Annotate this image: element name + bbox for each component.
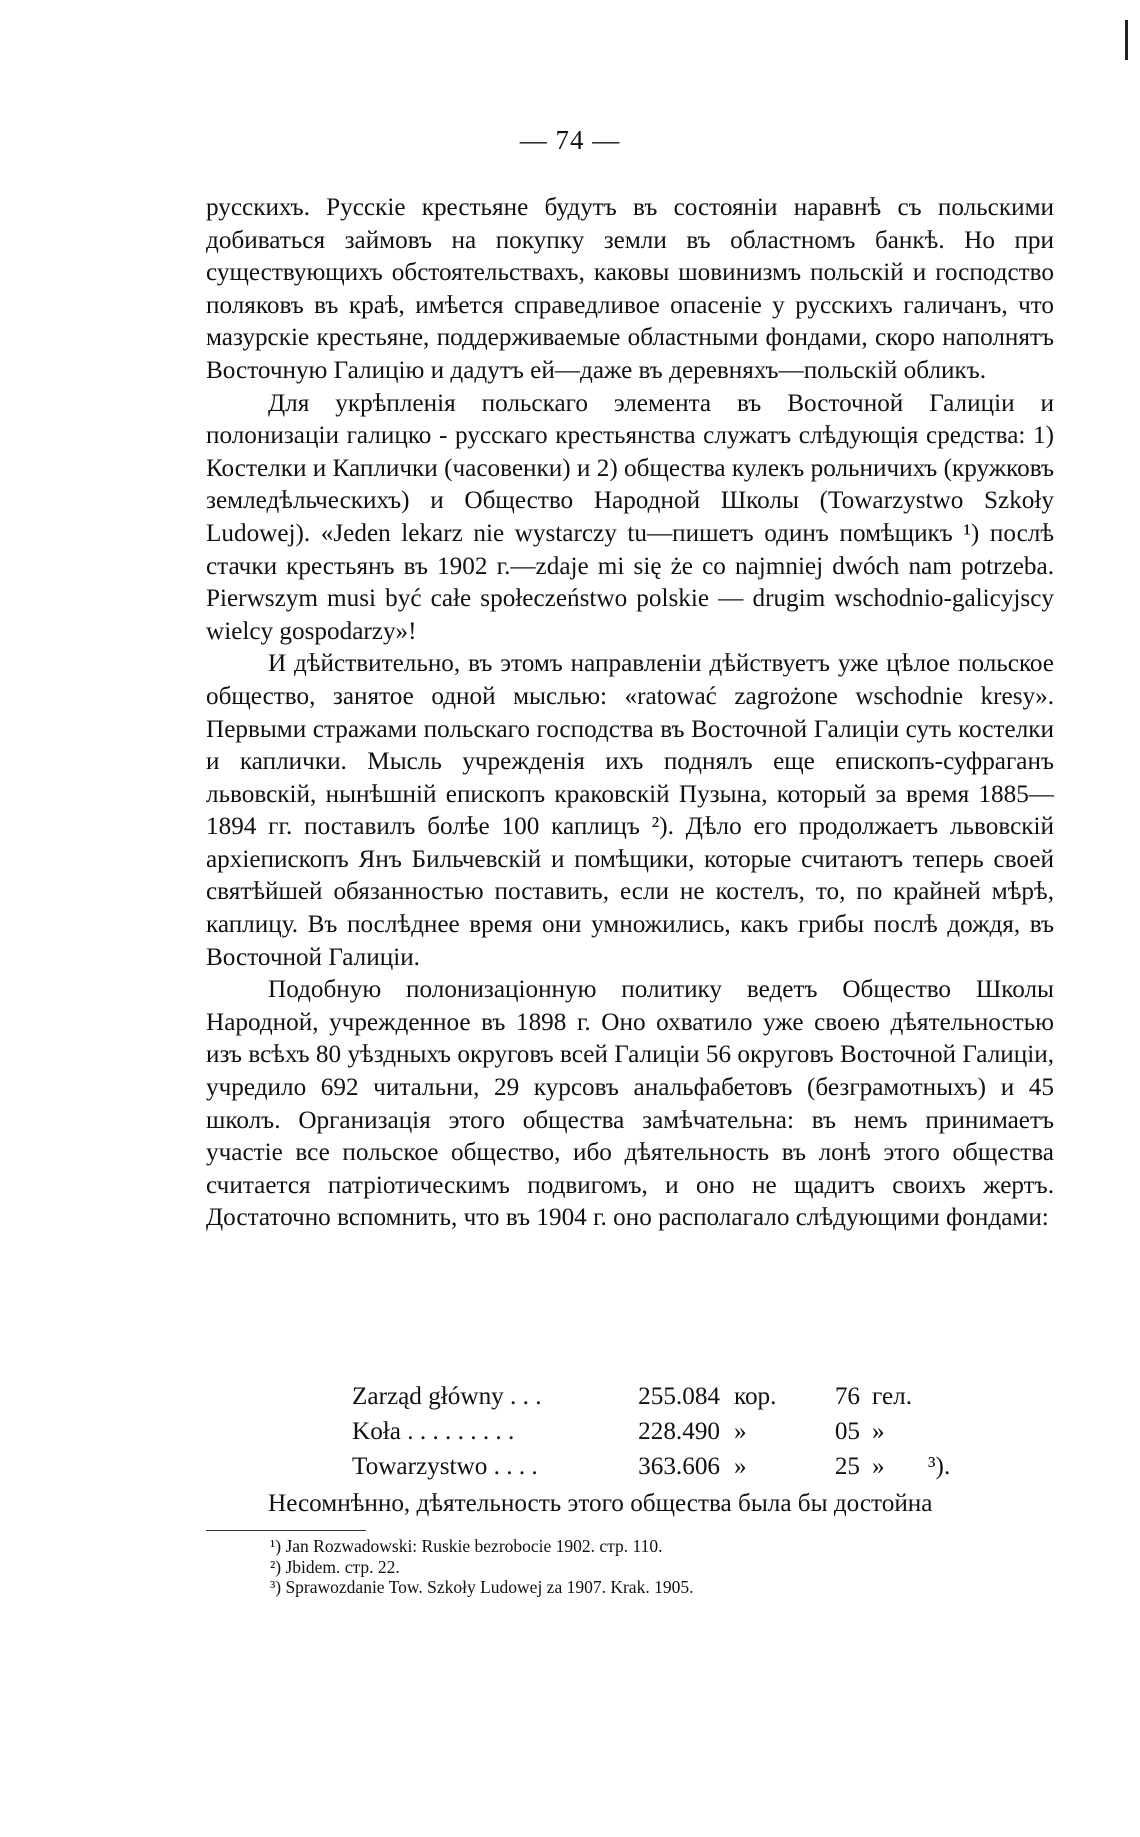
paragraph-4: Подобную полонизаціонную политику ведетъ Общество Школы Народной, учрежденное въ 1898 г. Оно охватило уже своею дѣятельностью изъ всѣхъ 80 уѣздныхъ округовъ всей Галиціи 56 округовъ Восточной Галиціи, учредило 692 читальни, 29 курсовъ анальфабетовъ (безграмотныхъ) и 45 школъ. Организація этого общества замѣчательна: въ немъ принимаетъ участіе все польское общество, ибо дѣятельность въ лонѣ этого общества считается патріотическимъ подвигомъ, и оно не щадитъ своихъ жертъ. Достаточно вспомнить, что въ 1904 г. оно располагало слѣдующими фондами: xyxy=(206,976,1054,1232)
paragraph-2: Для укрѣпленія польскаго элемента въ Восточной Галиціи и полонизаціи галицко - русскаго крестьянства служатъ слѣдующія средства: 1) Костелки и Каплички (часовенки) и 2) общества кулекъ рольничихъ (кружковъ земледѣльческихъ) и Общество Народной Школы (Towarzystwo Szkoły Ludowej). «Jeden lekarz nie wystarczy tu—пишетъ одинъ помѣщикъ ¹) послѣ стачки крестьянъ въ 1902 г.—zdaje mi się że co najmniej dwóch nam potrzeba. Pierwszym musi być całe społeczeństwo polskie — drugim wschodnio-galicyjscy wielcy gospodarzy»! xyxy=(206,389,1054,645)
fund-heller: 76 xyxy=(834,1383,860,1410)
closing-text xyxy=(206,1488,1054,1521)
footnotes xyxy=(270,1536,970,1598)
footnote-1: ¹) Jan Rozwadowski: Ruskie bezrobocie 1902. стр. 110. xyxy=(270,1536,663,1556)
fund-note: ³). xyxy=(928,1453,951,1480)
fund-heller: 05 xyxy=(834,1418,860,1445)
fund-row xyxy=(352,1383,950,1418)
fund-heller-unit: » xyxy=(872,1418,885,1445)
closing-line: Несомнѣнно, дѣятельность этого общества была бы достойна xyxy=(268,1490,933,1517)
fund-unit: » xyxy=(734,1453,747,1480)
fund-unit: кор. xyxy=(734,1383,777,1410)
fund-name: Towarzystwo . . . . xyxy=(352,1453,538,1480)
fund-heller-unit: гел. xyxy=(872,1383,913,1410)
fund-amount: 363.606 xyxy=(638,1453,720,1480)
main-text xyxy=(206,192,1054,1235)
footnote-3: ³) Sprawozdanie Tow. Szkoły Ludowej za 1907. Krak. 1905. xyxy=(270,1577,694,1597)
fund-heller-unit: » xyxy=(872,1453,885,1480)
paragraph-1: русскихъ. Русскіе крестьяне будутъ въ состояніи наравнѣ съ польскими добиваться займовъ на покупку земли въ областномъ банкѣ. Но при существующихъ обстоятельствахъ, каковы шовинизмъ польскій и господство поляковъ въ краѣ, имѣется справедливое опасеніе у русскихъ галичанъ, что мазурскіе крестьяне, поддерживаемые областными фондами, скоро наполнятъ Восточную Галицію и дадутъ ей—даже въ деревняхъ—польскій обликъ. xyxy=(206,194,1054,384)
fund-name: Koła . . . . . . . . . xyxy=(352,1418,515,1445)
fund-unit: » xyxy=(734,1418,747,1445)
fund-heller: 25 xyxy=(834,1453,860,1480)
footnote-divider xyxy=(206,1530,366,1531)
footnote-2: ²) Jbidem. стр. 22. xyxy=(270,1556,400,1577)
fund-row xyxy=(352,1418,950,1453)
funds-table xyxy=(352,1383,950,1488)
fund-amount: 228.490 xyxy=(638,1418,720,1445)
fund-row xyxy=(352,1453,950,1488)
page-number: — 74 — xyxy=(519,125,621,155)
fund-amount: 255.084 xyxy=(638,1383,720,1410)
paragraph-3: И дѣйствительно, въ этомъ направленіи дѣйствуетъ уже цѣлое польское общество, занятое одной мыслью: «ratować zagrożone wschodnie kresy». Первыми стражами польскаго господства въ Восточной Галиціи суть костелки и каплички. Мысль учрежденія ихъ поднялъ еще епископъ-суфраганъ львовскій, нынѣшній епископъ краковскій Пузына, который за время 1885—1894 гг. поставилъ болѣе 100 каплицъ ²). Дѣло его продолжаетъ львовскій архіепископъ Янъ Бильчевскій и помѣщики, которые считаютъ теперь своей святѣйшей обязанностью поставить, если не костелъ, то, по крайней мѣрѣ, каплицу. Въ послѣднее время они умножились, какъ грибы послѣ дождя, въ Восточной Галиціи. xyxy=(206,650,1054,971)
scan-edge-mark xyxy=(1125,20,1128,60)
fund-name: Zarząd główny . . . xyxy=(352,1383,542,1410)
